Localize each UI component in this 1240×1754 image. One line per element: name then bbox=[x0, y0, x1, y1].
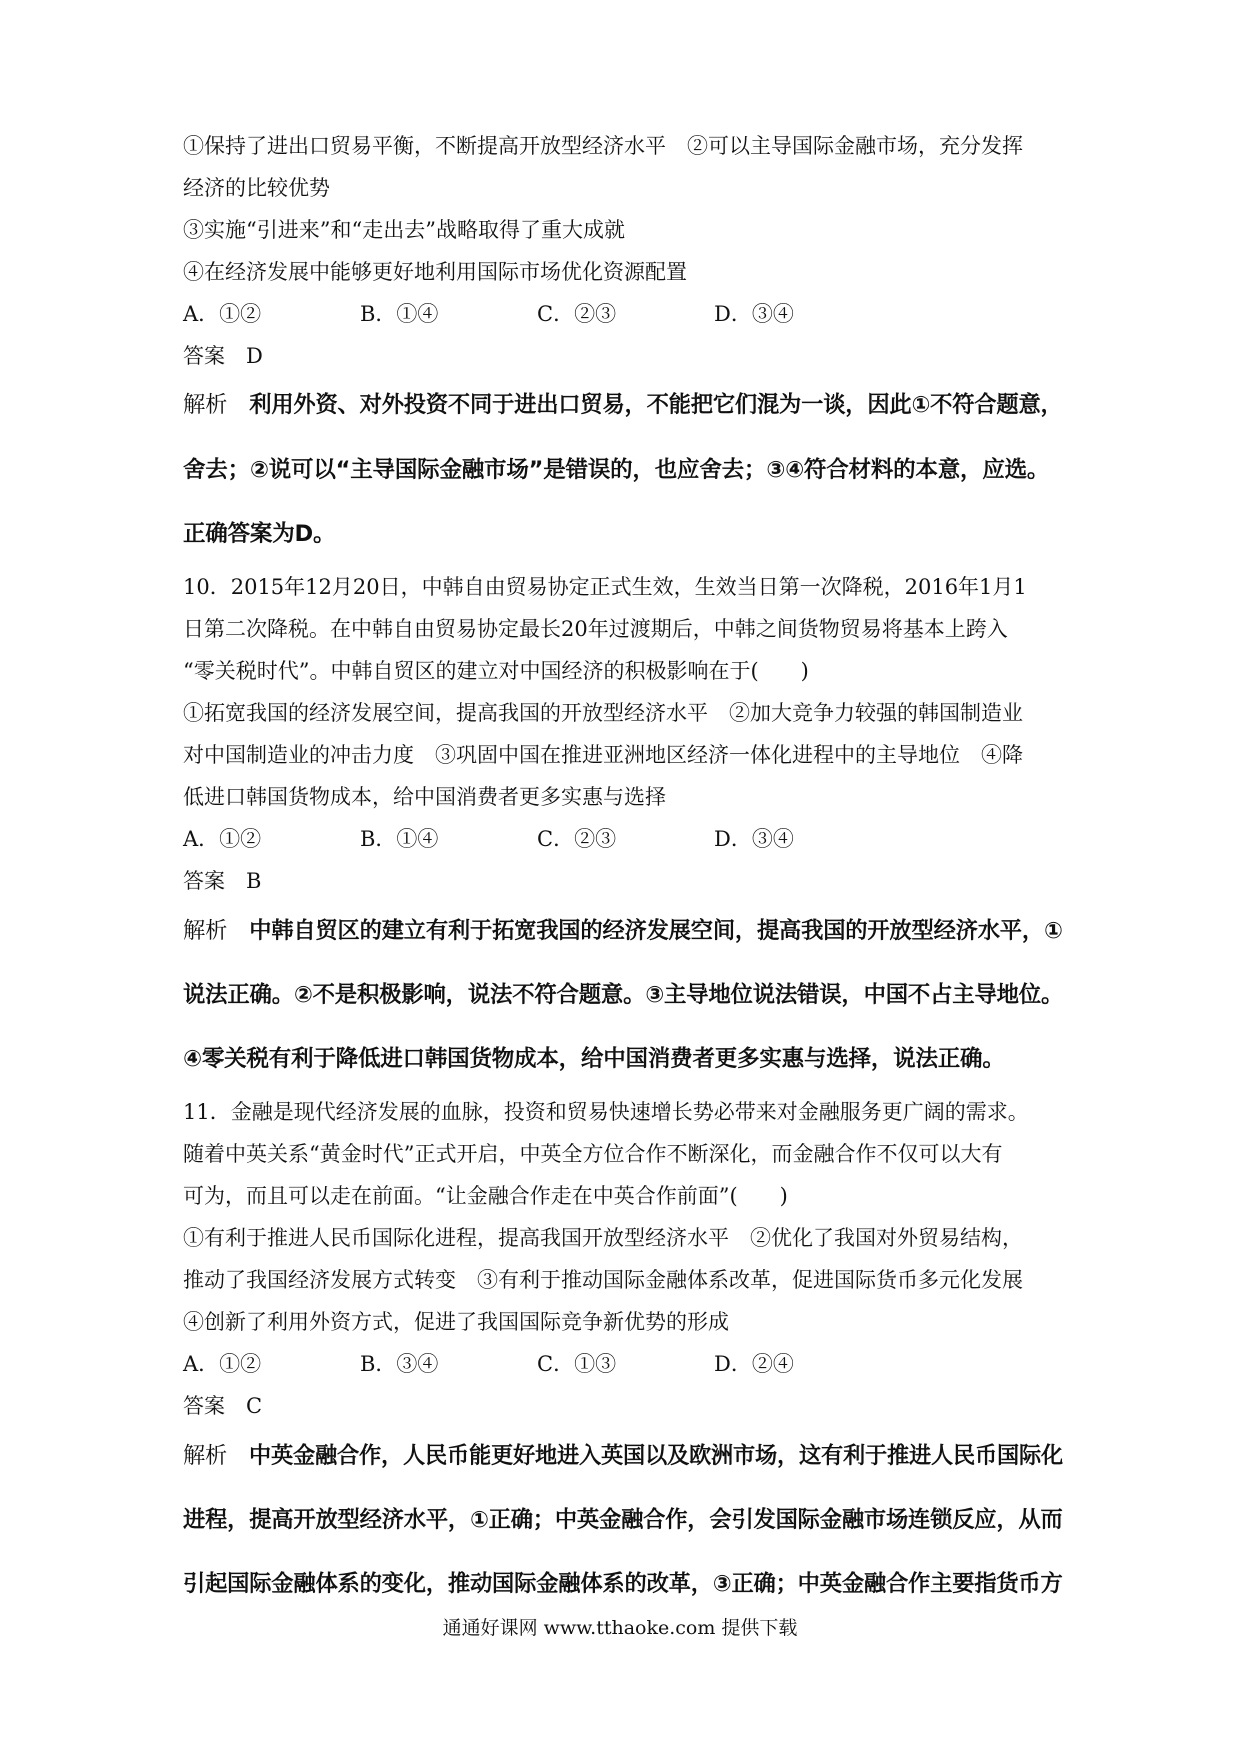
q11-answer: 答案 C bbox=[183, 1394, 263, 1418]
q11-option-c: C．①③ bbox=[537, 1352, 617, 1376]
q10-choice-line: ①拓宽我国的经济发展空间，提高我国的开放型经济水平 ②加大竞争力较强的韩国制造业 bbox=[183, 701, 1023, 725]
q9-answer: 答案 D bbox=[183, 344, 263, 368]
q11-stem-line: 11．金融是现代经济发展的血脉，投资和贸易快速增长势必带来对金融服务更广阔的需求。 bbox=[183, 1100, 1029, 1124]
q9-choice-line: ④在经济发展中能够更好地利用国际市场优化资源配置 bbox=[183, 260, 687, 284]
q9-option-a: A．①② bbox=[183, 302, 262, 326]
page-footer: 通通好课网 www.tthaoke.com 提供下载 bbox=[442, 1617, 798, 1639]
q11-option-a: A．①② bbox=[183, 1352, 262, 1376]
q9-analysis-line: 正确答案为D。 bbox=[183, 521, 336, 547]
q10-answer: 答案 B bbox=[183, 869, 262, 893]
q11-options bbox=[183, 1349, 1063, 1379]
q11-analysis-line: 引起国际金融体系的变化，推动国际金融体系的改革，③正确；中英金融合作主要指货币方 bbox=[183, 1571, 1063, 1597]
q10-analysis-line: 说法正确。②不是积极影响，说法不符合题意。③主导地位说法错误，中国不占主导地位。 bbox=[183, 982, 1064, 1008]
q9-choice-line: 经济的比较优势 bbox=[183, 176, 330, 200]
q11-choice-line: ①有利于推进人民币国际化进程，提高我国开放型经济水平 ②优化了我国对外贸易结构， bbox=[183, 1226, 1023, 1250]
q9-analysis-line: 解析 利用外资、对外投资不同于进出口贸易，不能把它们混为一谈，因此①不符合题意， bbox=[183, 392, 1063, 418]
q10-choice-line: 对中国制造业的冲击力度 ③巩固中国在推进亚洲地区经济一体化进程中的主导地位 ④降 bbox=[183, 743, 1023, 767]
q11-option-b: B．③④ bbox=[360, 1352, 439, 1376]
q11-analysis-line: 解析 中英金融合作，人民币能更好地进入英国以及欧洲市场，这有利于推进人民币国际化 bbox=[183, 1443, 1063, 1469]
q10-option-a: A．①② bbox=[183, 827, 262, 851]
q9-choice-line: ③实施“引进来”和“走出去”战略取得了重大成就 bbox=[183, 218, 625, 242]
q9-option-b: B．①④ bbox=[360, 302, 439, 326]
q9-options bbox=[183, 299, 1063, 329]
q10-option-b: B．①④ bbox=[360, 827, 439, 851]
q11-choice-line: ④创新了利用外资方式，促进了我国国际竞争新优势的形成 bbox=[183, 1310, 729, 1334]
q10-option-d: D．③④ bbox=[714, 827, 794, 851]
q10-analysis-line: ④零关税有利于降低进口韩国货物成本，给中国消费者更多实惠与选择，说法正确。 bbox=[183, 1046, 1005, 1072]
q11-choice-line: 推动了我国经济发展方式转变 ③有利于推动国际金融体系改革，促进国际货币多元化发展 bbox=[183, 1268, 1023, 1292]
q10-options bbox=[183, 824, 1063, 854]
q11-analysis-line: 进程，提高开放型经济水平，①正确；中英金融合作，会引发国际金融市场连锁反应，从而 bbox=[183, 1507, 1063, 1533]
q11-stem-line: 可为，而且可以走在前面。“让金融合作走在中英合作前面”( ) bbox=[183, 1184, 788, 1208]
analysis-label: 解析 bbox=[183, 918, 228, 944]
q10-stem-line: 日第二次降税。在中韩自由贸易协定最长20年过渡期后，中韩之间货物贸易将基本上跨入 bbox=[183, 617, 1008, 641]
q10-option-c: C．②③ bbox=[537, 827, 617, 851]
q10-analysis-line: 解析 中韩自贸区的建立有利于拓宽我国的经济发展空间，提高我国的开放型经济水平，① bbox=[183, 918, 1063, 944]
analysis-label: 解析 bbox=[183, 392, 228, 418]
q10-choice-line: 低进口韩国货物成本，给中国消费者更多实惠与选择 bbox=[183, 785, 666, 809]
q9-option-d: D．③④ bbox=[714, 302, 794, 326]
q9-choice-line: ①保持了进出口贸易平衡，不断提高开放型经济水平 ②可以主导国际金融市场，充分发挥 bbox=[183, 134, 1023, 158]
analysis-label: 解析 bbox=[183, 1443, 228, 1469]
q9-analysis-line: 舍去；②说可以“主导国际金融市场”是错误的，也应舍去；③④符合材料的本意，应选。 bbox=[183, 457, 1050, 483]
q10-stem-line: 10．2015年12月20日，中韩自由贸易协定正式生效，生效当日第一次降税，2016年1月1 bbox=[183, 575, 1027, 599]
q11-stem-line: 随着中英关系“黄金时代”正式开启，中英全方位合作不断深化，而金融合作不仅可以大有 bbox=[183, 1142, 1003, 1166]
q10-stem-line: “零关税时代”。中韩自贸区的建立对中国经济的积极影响在于( ) bbox=[183, 659, 809, 683]
q11-option-d: D．②④ bbox=[714, 1352, 794, 1376]
q9-option-c: C．②③ bbox=[537, 302, 617, 326]
